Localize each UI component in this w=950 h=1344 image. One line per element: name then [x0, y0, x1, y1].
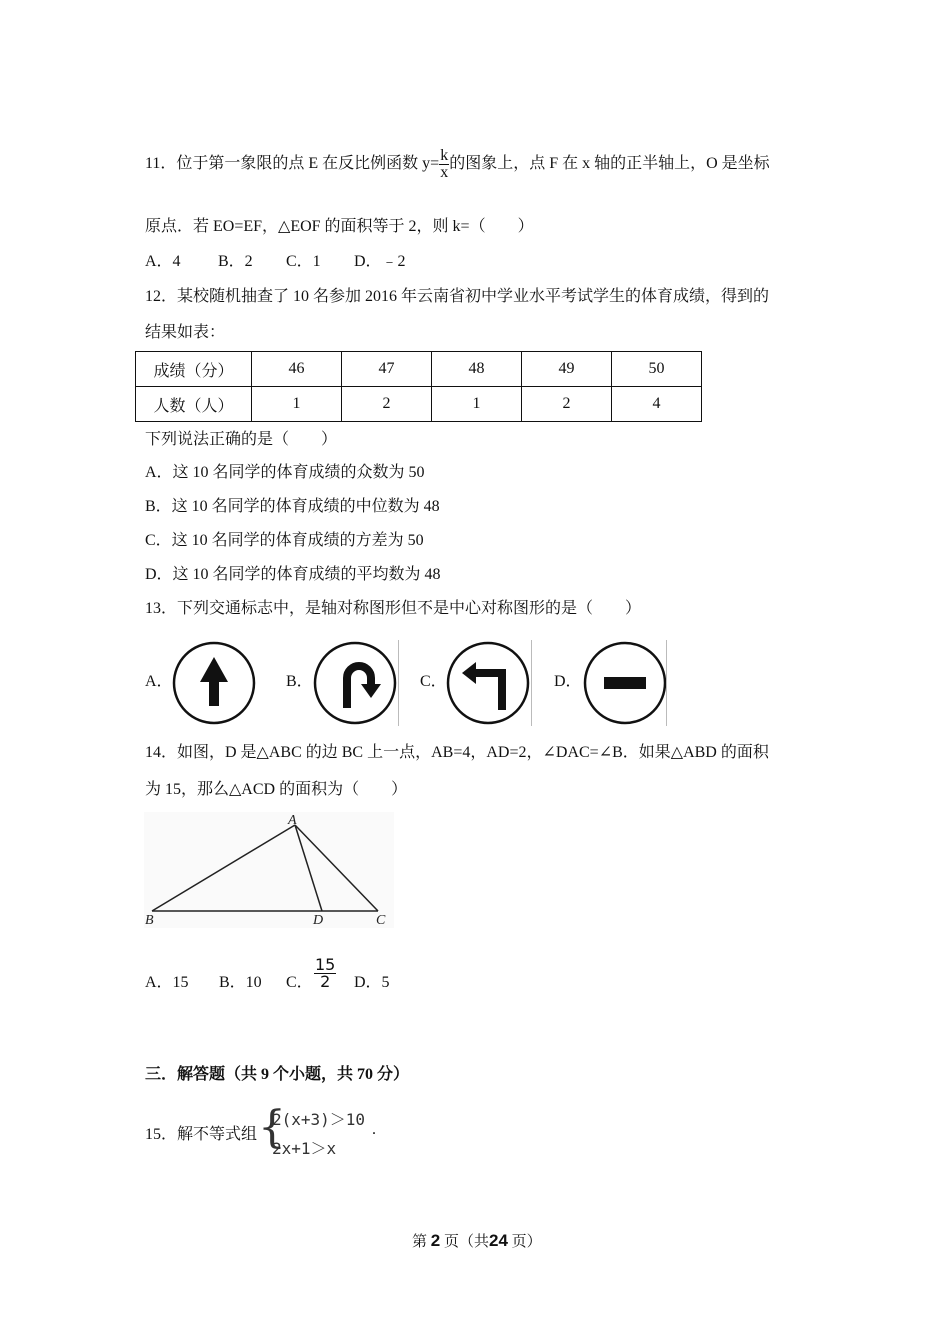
vertex-label-c: C: [376, 913, 386, 928]
inequality-2: 2x+1＞x: [272, 1139, 337, 1158]
q11-option-c: C．1: [286, 253, 321, 270]
up-arrow-sign-icon: [170, 640, 260, 726]
q14-option-a: A．15: [145, 974, 189, 991]
no-entry-bar-sign-icon: [580, 640, 670, 726]
inequality-1: 2(x+3)＞10: [272, 1110, 366, 1129]
q11-line2: 原点．若 EO=EF，△EOF 的面积等于 2，则 k=（ ）: [145, 218, 534, 235]
q12-prompt: 下列说法正确的是（ ）: [145, 431, 338, 448]
q14-option-b: B．10: [219, 974, 262, 991]
q15-suffix: .: [372, 1121, 376, 1138]
table-cell: 成绩（分）: [136, 352, 252, 387]
q13-option-a-label: A．: [145, 673, 173, 690]
q12-option-a: A．这 10 名同学的体育成绩的众数为 50: [145, 464, 425, 481]
table-cell: 47: [342, 352, 432, 387]
q13-option-d-label: D．: [554, 673, 582, 690]
table-cell: 48: [432, 352, 522, 387]
u-turn-sign-icon: [311, 640, 401, 726]
q11-option-d: D．﹣2: [354, 253, 406, 270]
page-footer: 第 2 页（共24 页）: [412, 1231, 542, 1250]
q11-option-a: A．4: [145, 253, 181, 270]
q12-option-c: C．这 10 名同学的体育成绩的方差为 50: [145, 532, 424, 549]
table-cell: 50: [612, 352, 702, 387]
image-edge-line: [666, 640, 667, 726]
q15-prefix: 15．解不等式组: [145, 1126, 258, 1143]
table-cell: 4: [612, 387, 702, 422]
table-cell: 49: [522, 352, 612, 387]
q14-option-c-label: C．: [286, 974, 313, 991]
fraction-k-over-x: $\frac{k}{x}$: [440, 147, 449, 181]
table-cell: 1: [432, 387, 522, 422]
q12-line1: 12．某校随机抽查了 10 名参加 2016 年云南省初中学业水平考试学生的体育成绩，得到的: [145, 288, 770, 305]
vertex-label-b: B: [145, 913, 154, 928]
section-heading: 三．解答题（共 9 个小题，共 70 分）: [145, 1066, 410, 1083]
q12-option-b: B．这 10 名同学的体育成绩的中位数为 48: [145, 498, 440, 515]
table-cell: 人数（人）: [136, 387, 252, 422]
left-brace: {: [258, 1102, 286, 1153]
triangle-figure: [140, 810, 400, 930]
q12-option-d: D．这 10 名同学的体育成绩的平均数为 48: [145, 566, 441, 583]
q13-option-c-label: C．: [420, 673, 447, 690]
vertex-label-d: D: [313, 913, 324, 928]
q11-option-b: B．2: [218, 253, 253, 270]
table-cell: 2: [522, 387, 612, 422]
table-cell: 2: [342, 387, 432, 422]
q14-line2: 为 15，那么△ACD 的面积为（ ）: [145, 781, 408, 798]
score-table: [135, 351, 702, 422]
q12-line2: 结果如表：: [145, 324, 226, 341]
vertex-label-a: A: [288, 813, 297, 828]
q14-option-d: D．5: [354, 974, 390, 991]
page-number: 2: [430, 1231, 441, 1250]
q11-line1: 11．位于第一象限的点 E 在反比例函数 y= $\frac{k}{x}$ 的图象上，点 F 在 x 轴的正半轴上，O 是坐标: [145, 147, 770, 181]
table-cell: 1: [252, 387, 342, 422]
image-edge-line: [398, 640, 399, 726]
table-cell: 46: [252, 352, 342, 387]
image-edge-line: [531, 640, 532, 726]
fraction-15-over-2: $\frac{15}{2}$: [315, 955, 336, 991]
q13-line1: 13．下列交通标志中，是轴对称图形但不是中心对称图形的是（ ）: [145, 600, 642, 617]
table-row: [136, 387, 702, 422]
page-total: 24: [489, 1231, 508, 1250]
q13-option-b-label: B．: [286, 673, 313, 690]
table-row: [136, 352, 702, 387]
q14-line1: 14．如图，D 是△ABC 的边 BC 上一点，AB=4，AD=2，∠DAC=∠B．如果△ABD 的面积: [145, 744, 769, 761]
turn-left-sign-icon: [444, 640, 534, 726]
